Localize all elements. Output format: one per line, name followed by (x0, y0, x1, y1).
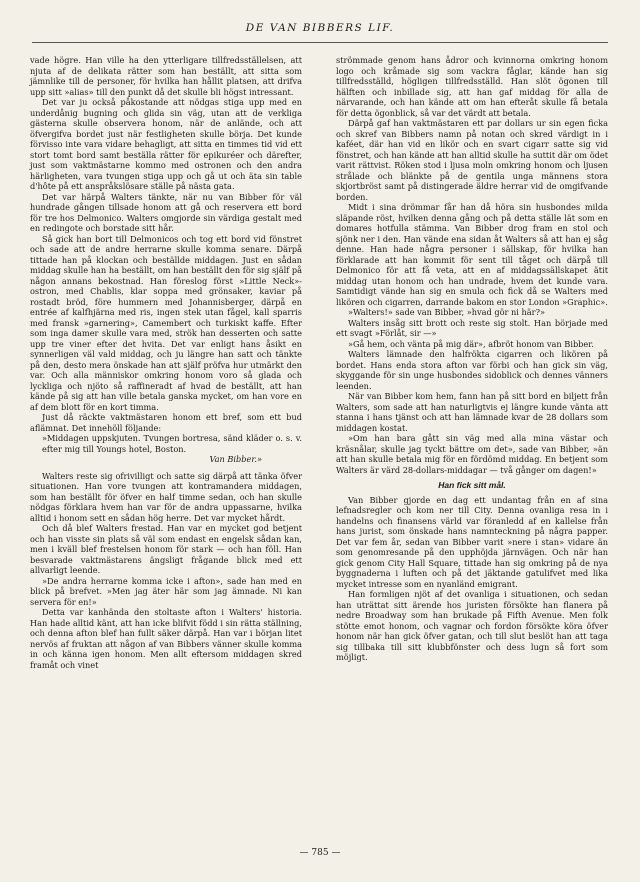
paragraph: Detta var kanhända den stoltaste afton i Walters' historia. Han hade alltid känt, att han icke blifvit född i sin rätta ställning, och denna afton blef han fullt säker därpå. Han var i början litet nervös af fruktan att någon af van Bibbers vänner skulle komma in och känna igen honom. Men allt eftersom middagen skred framåt och vinet (30, 607, 302, 670)
header-rule (32, 42, 608, 43)
paragraph: »Walters!» sade van Bibber, »hvad gör ni här?» (348, 307, 545, 317)
page-number: — 785 — (299, 848, 341, 858)
paragraph: Walters lämnade den halfrökta cigarren och likören på bordet. Hans enda stora afton var förbi och han gick sin väg, skyggande för sin unge husbondes sidoblick och dennes vänners leenden. (336, 349, 608, 391)
paragraph: Och då blef Walters frestad. Han var en mycket god betjent och han visste sin plats så väl som endast en engelsk sådan kan, men i kväll blef frestelsen honom för stark — och han föll. Han besvarade vaktmästarens ängsligt frågande blick med ett allvarligt leende. (30, 523, 302, 575)
paragraph: Så gick han bort till Delmonicos och tog ett bord vid fönstret och sade att de andre herrarne skulle komma senare. Därpå tittade han på klockan och beställde middagen. Just en sådan middag skulle han ha beställt, om han beställt den för sig själf på någon annans bekostnad. Han föreslog först »Little Neck»-ostron, med Chablis, klar soppa med grönsaker, kaviar på rostadt bröd, före hummern med Johannisberger, därpå en entrée af kalfhjärna med ris, ingen stek utan fågel, kall sparris med fransk »garnering», Camembert och turkiskt kaffe. Efter som inga damer skulle vara med, strök han desserten och satte upp tre viner efter det hvita. Det var enligt hans åsikt en synnerligen väl vald middag, och ju längre han satt och tänkte på den, desto mera önskade han att själf pröfva hur utmärkt den var. Och alla människor omkring honom voro så glada och lyckliga och njöto så raffineradt af hvad de beställt, att han kände på sig att han ville betala ganska mycket, om han vore en af dem blott för en kort timma. (30, 233, 302, 412)
section-heading: Han fick sitt mål. (438, 480, 506, 490)
paragraph: Van Bibber gjorde en dag ett undantag från en af sina lefnadsregler och kom ner till City. Denna ovanliga resa in i handelns och finansens värld var föranledd af en kallelse från hans jurist, som önskade hans namnteckning på några papper. Det var fem år, sedan van Bibber varit »nere i stan» vidare än som genomresande på den upphöjda järnvägen. Och när han gick genom City Hall Square, tittade han sig omkring på de nya byggnaderna i luften och på det jäktande gatulifvet med lika mycket intresse som en nyanländ emigrant. (336, 494, 608, 589)
letter-text: »Middagen uppskjuten. Tvungen bortresa, sänd kläder o. s. v. efter mig till Youngs hotel, Boston. (42, 433, 302, 454)
paragraph: strömmade genom hans ådror och kvinnorna omkring honom logo och kråmade sig som vackra fåglar, kände han sig tillfredsställd, högligen tillfredsställd. Han slöt ögonen till hälften och inbillade sig, att han gaf middag för alla de närvarande, och han kände att om han efteråt skulle få betala för detta ögonblick, så var det värdt att betala. (336, 55, 608, 118)
paragraph: vade högre. Han ville ha den ytterligare tillfredsställelsen, att njuta af de delikata rätter som han beställt, att sitta som jämnlike till de personer, för hvilka han hållit platsen, att drifva upp sitt »alias» till den punkt då det skulle bli högst intressant. (30, 55, 302, 97)
paragraph: »De andra herrarne komma icke i afton», sade han med en blick på brefvet. »Men jag äter här som jag ämnade. Ni kan servera för en!» (30, 575, 302, 607)
paragraph: Han formligen njöt af det ovanliga i situationen, och sedan han uträttat sitt ärende hos juristen försökte han flanera på nedre Broadway som han brukade på Fifth Avenue. Men folk stötte emot honom, och vagnar och fordon försökte köra öfver honom när han gick öfver gatan, och till slut beslöt han att taga sig tillbaka till sitt klubbfönster och dess lugn så fort som möjligt. (336, 589, 608, 662)
paragraph: Walters insåg sitt brott och reste sig stolt. Han började med ett svagt »Förlåt, sir —» (336, 317, 608, 338)
left-column (30, 55, 302, 670)
right-column (336, 55, 608, 663)
running-header: DE VAN BIBBERS LIF. (245, 22, 395, 34)
paragraph: »Gå hem, och vänta på mig där», afbröt honom van Bibber. (348, 338, 594, 349)
paragraph: »Om han bara gått sin väg med alla mina västar och kräsnålar, skulle jag tyckt bättre om det», sade van Bibber, »än att han skulle betala mig för en fördömd middag. En betjent som Walters är värd 28-dollars-middagar — två gånger om dagen!» (336, 433, 608, 475)
paragraph: Det var ju också påkostande att nödgas stiga upp med en underdånig bugning och glida sin väg, utan att de verkliga gästerna skulle observera honom, när de anlände, och att öfvergifva bordet just när festligheten skulle börja. Det kunde förvisso inte vara vidare behagligt, att sitta en timmes tid vid ett stort tomt bord samt beställa rätter för epikuréer och därefter, just som vaktmästarne kommo med ostronen och den andra härligheten, vara tvungen stiga upp och gå ut och äta sin table d'hôte på ett anspråkslösare ställe på nästa gata. (30, 97, 302, 191)
paragraph: Det var härpå Walters tänkte, när nu van Bibber för väl hundrade gången tillsade honom att gå och reservera ett bord för tre hos Delmonico. Walters omgjorde sin värdiga gestalt med en redingote och borstade sitt hår. (30, 191, 302, 233)
paragraph: Just då räckte vaktmästaren honom ett bref, som ett bud aflämnat. Det innehöll följande: (30, 412, 302, 433)
paragraph: Därpå gaf han vaktmästaren ett par dollars ur sin egen ficka och skref van Bibbers namn på notan och skred värdigt in i kaféet, där han vid en likör och en svart cigarr satte sig vid fönstret, och han kände att han alltid skulle ha suttit där om ödet varit rättvist. Röken stod i ljusa moln omkring honom och ljusen strålade och blänkte på de gentila unga männens stora skjortbröst samt på distingerade äldre herrar vid de omgifvande borden. (336, 118, 608, 202)
letter-signature: Van Bibber.» (209, 454, 262, 464)
paragraph: När van Bibber kom hem, fann han på sitt bord en biljett från Walters, som sade att han naturligtvis ej längre kunde vänta att stanna i hans tjänst och att han lämnade kvar de 28 dollars som middagen kostat. (336, 391, 608, 433)
paragraph: Walters reste sig ofrivilligt och satte sig därpå att tänka öfver situationen. Han vore tvungen att kontramandera middagen, som han beställt för öfver en half timme sedan, och han skulle nödgas förklara hvem han var för de andra uppassarne, hvilka alltid i honom sett en sådan hög herre. Det var mycket hårdt. (30, 470, 302, 523)
paragraph: Midt i sina drömmar får han då höra sin husbondes milda släpande röst, hvilken denna gång och på detta ställe lät som en domares hotfulla stämma. Van Bibber drog fram en stol och sjönk ner i den. Han vände ena sidan åt Walters så att han ej såg denne. Han hade några personer i sällskap, för hvilka han förklarade att han kommit för sent till tåget och därpå till Delmonico för att få veta, att en af middagssällskapet ätit middag utan honom och han undrade, hvem det kunde vara. Samtidigt vände han sig en smula och fick då se Walters med likören och cigarren, darrande bakom en stor London »Graphic». (336, 202, 608, 307)
